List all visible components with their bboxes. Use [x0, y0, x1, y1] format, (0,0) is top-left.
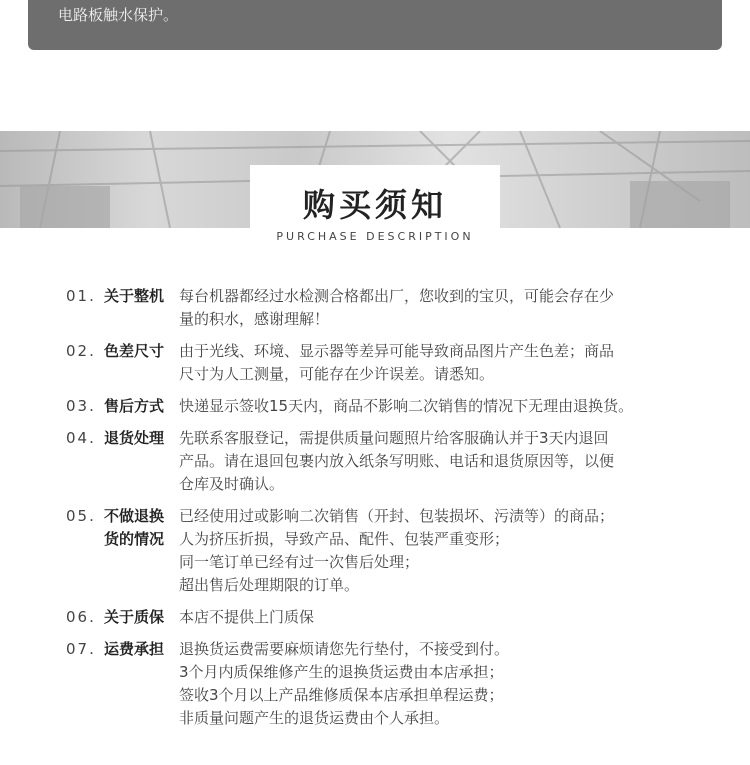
item-label-line: 货的情况	[104, 530, 165, 548]
page-title: 购买须知	[302, 186, 447, 224]
item-number: 03.	[66, 397, 96, 415]
item-text	[179, 340, 706, 386]
item-text-line: 产品。请在退回包裹内放入纸条写明账、电话和退货原因等，以便	[179, 452, 615, 470]
item-text-line: 尺寸为人工测量，可能存在少许误差。请悉知。	[179, 365, 495, 383]
item-text-line: 人为挤压折损，导致产品、配件、包装严重变形；	[179, 530, 510, 548]
item-text	[179, 427, 706, 496]
item-label-line: 运费承担	[104, 640, 165, 658]
list-item	[66, 340, 706, 386]
item-number: 06.	[66, 608, 96, 626]
item-text	[179, 606, 706, 629]
top-banner	[28, 0, 722, 50]
item-text-line: 退换货运费需要麻烦请您先行垫付，不接受到付。	[179, 640, 510, 658]
item-number: 05.	[66, 507, 96, 525]
item-text-line: 仓库及时确认。	[179, 475, 285, 493]
item-number: 07.	[66, 640, 96, 658]
item-text-line: 同一笔订单已经有过一次售后处理；	[179, 553, 420, 571]
item-text-line: 签收3个月以上产品维修质保本店承担单程运费；	[179, 686, 504, 704]
item-label	[104, 606, 179, 629]
item-text-line: 超出售后处理期限的订单。	[179, 576, 360, 594]
item-label	[104, 340, 179, 386]
list-item	[66, 638, 706, 730]
item-label	[104, 638, 179, 730]
item-label	[104, 285, 179, 331]
item-text	[179, 395, 706, 418]
item-text-line: 由于光线、环境、显示器等差异可能导致商品图片产生色差；商品	[179, 342, 615, 360]
item-label-line: 不做退换	[104, 507, 165, 525]
list-item	[66, 427, 706, 496]
item-label-line: 关于质保	[104, 608, 165, 626]
banner-text: 电路板触水保护。	[58, 6, 179, 24]
item-text-line: 量的积水，感谢理解！	[179, 310, 330, 328]
item-label	[104, 395, 179, 418]
item-text-line: 快递显示签收15天内，商品不影响二次销售的情况下无理由退换货。	[179, 397, 634, 415]
list-item	[66, 606, 706, 629]
list-item	[66, 505, 706, 597]
item-number: 01.	[66, 287, 96, 305]
item-text-line: 本店不提供上门质保	[179, 608, 315, 626]
item-label-line: 售后方式	[104, 397, 165, 415]
item-label-line: 色差尺寸	[104, 342, 165, 360]
item-number: 04.	[66, 429, 96, 447]
item-number: 02.	[66, 342, 96, 360]
item-label	[104, 427, 179, 496]
item-label-line: 退货处理	[104, 429, 165, 447]
item-text-line: 已经使用过或影响二次销售（开封、包装损坏、污渍等）的商品；	[179, 507, 615, 525]
list-item	[66, 395, 706, 418]
item-text	[179, 505, 706, 597]
item-text-line: 先联系客服登记，需提供质量问题照片给客服确认并于3天内退回	[179, 429, 609, 447]
item-label-line: 关于整机	[104, 287, 165, 305]
list-item	[66, 285, 706, 331]
purchase-notes-list	[66, 285, 706, 739]
item-text-line: 3个月内质保维修产生的退换货运费由本店承担；	[179, 663, 504, 681]
item-label	[104, 505, 179, 597]
item-text	[179, 285, 706, 331]
item-text	[179, 638, 706, 730]
item-text-line: 非质量问题产生的退货运费由个人承担。	[179, 709, 450, 727]
page-subtitle: PURCHASE DESCRIPTION	[276, 230, 474, 243]
item-text-line: 每台机器都经过水检测合格都出厂，您收到的宝贝，可能会存在少	[179, 287, 615, 305]
